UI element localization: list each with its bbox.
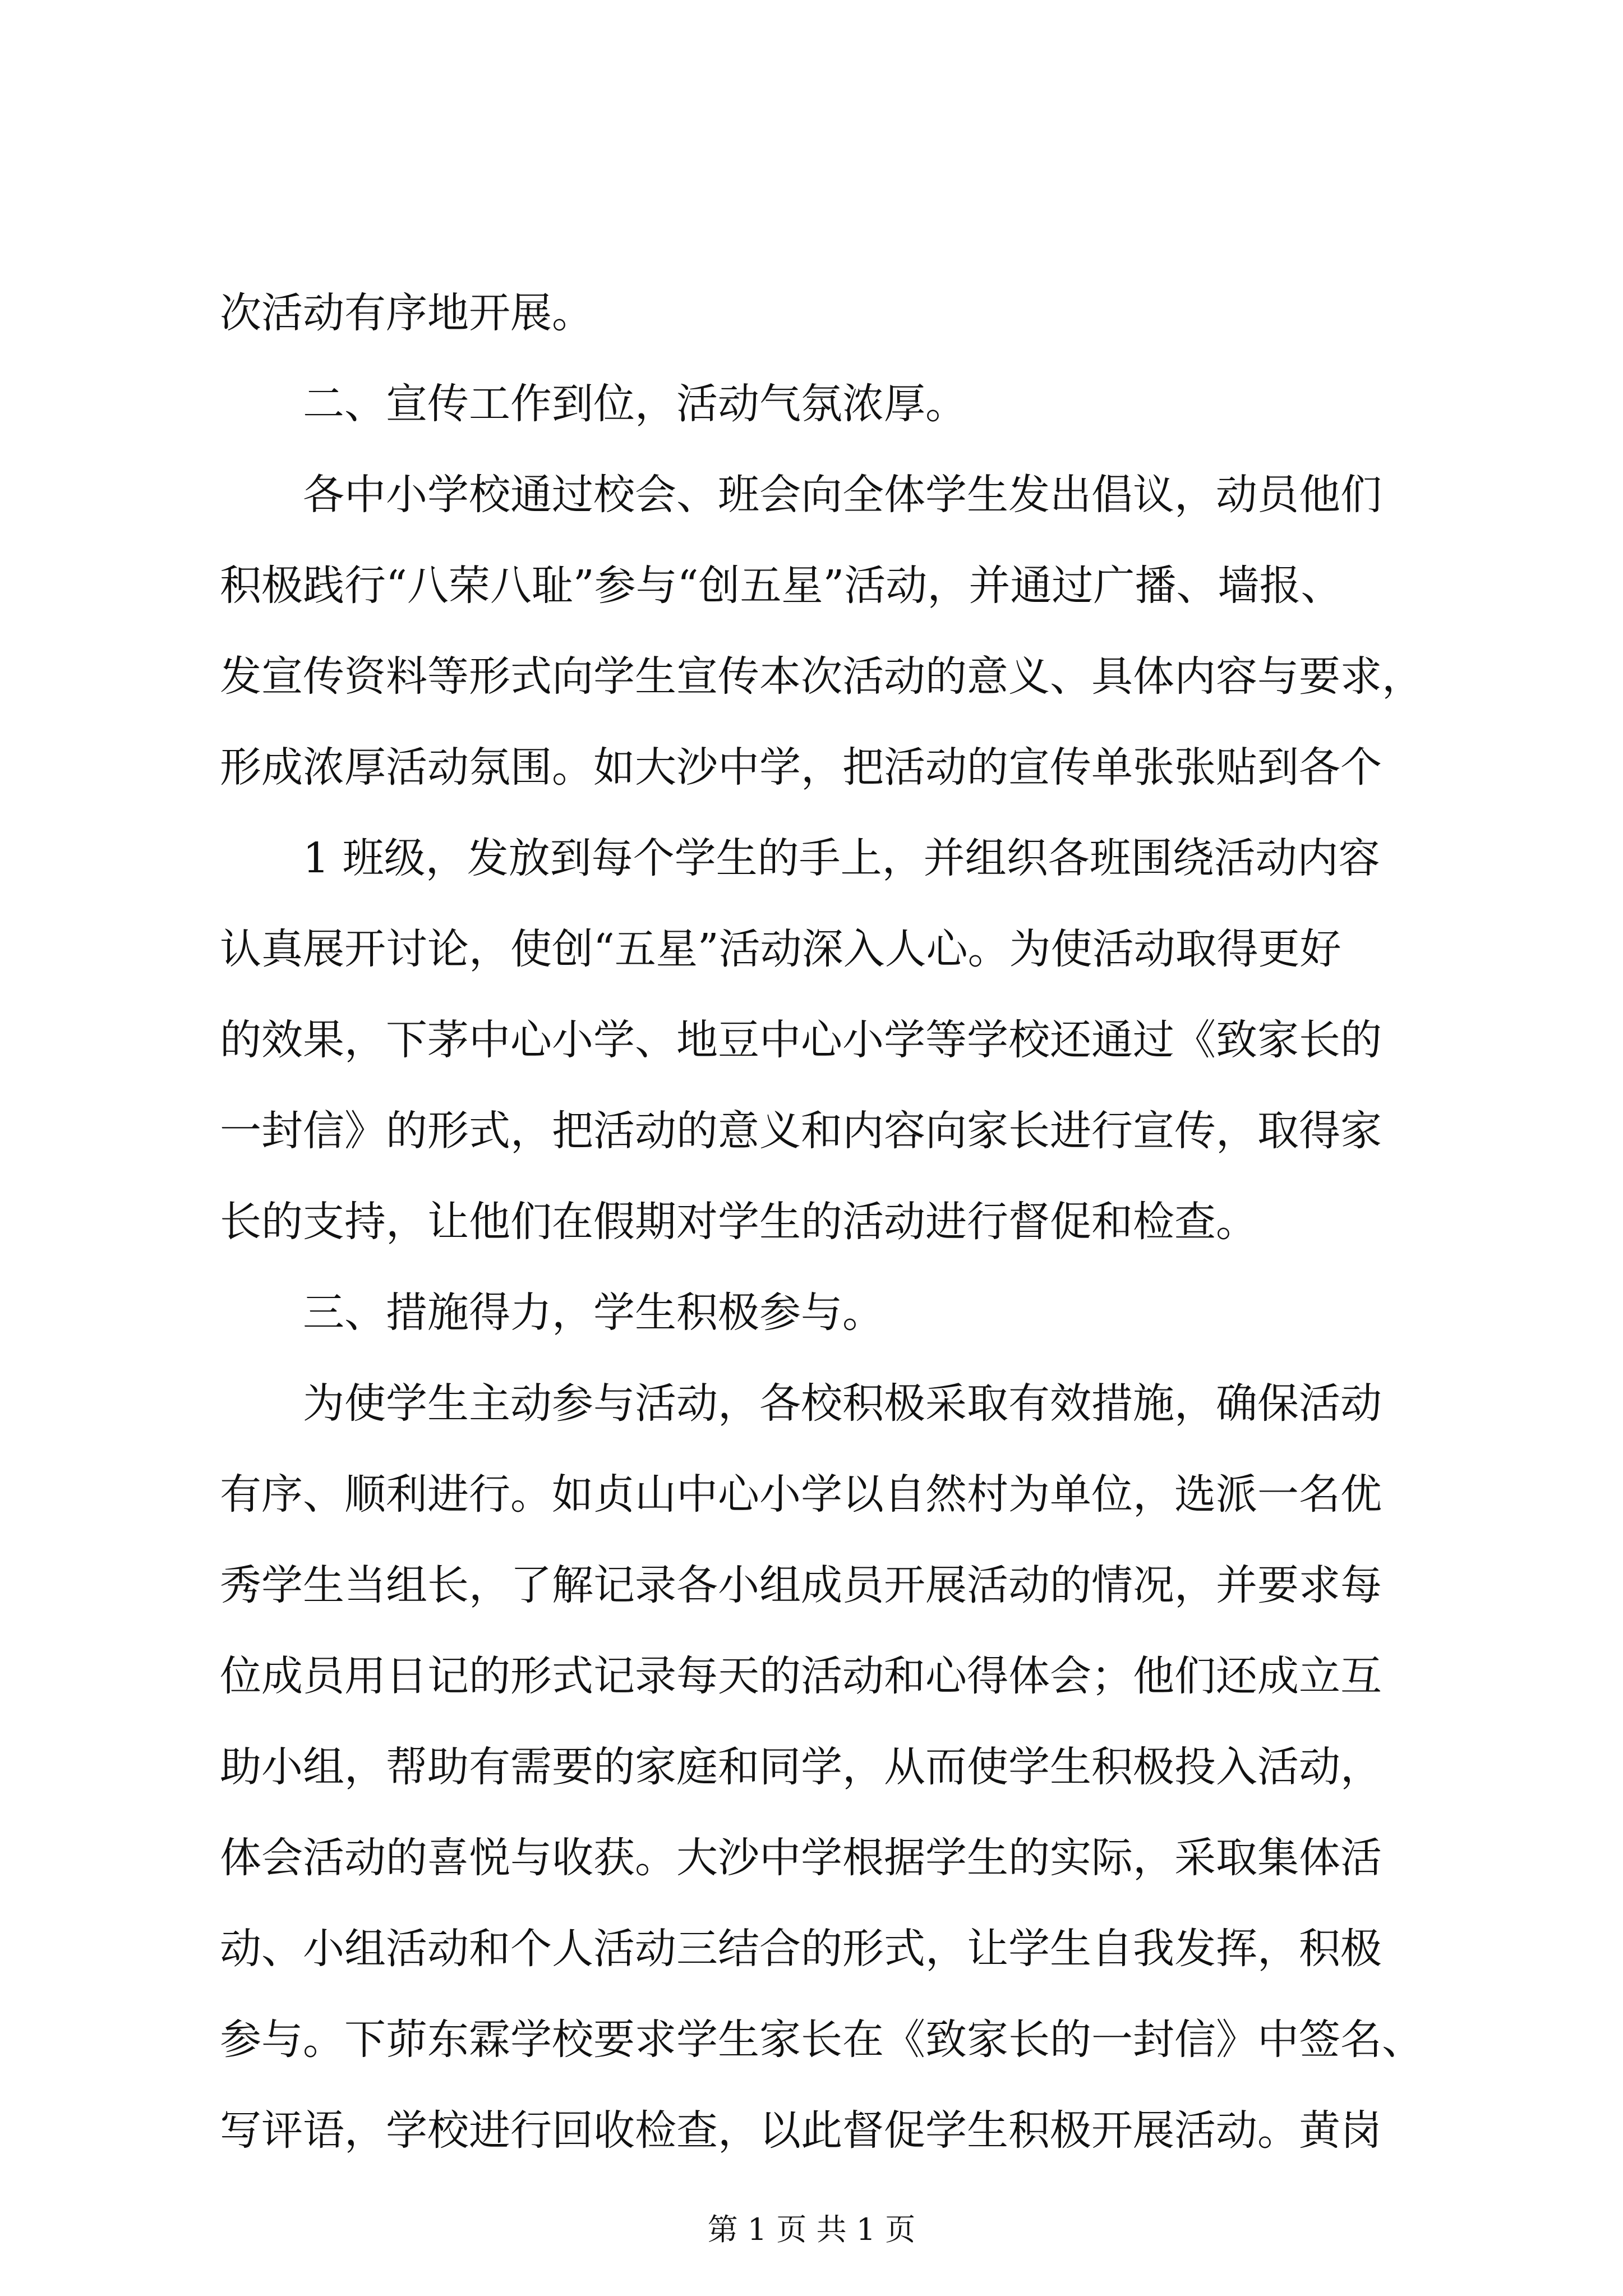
text-line-14: 有序、顺利进行。如贞山中心小学以自然村为单位，选派一名优 [220, 1470, 1382, 1519]
text-line-8: 认真展开讨论，使创“五星”活动深入人心。为使活动取得更好 [220, 925, 1341, 973]
section-heading-2: 二、宣传工作到位，活动气氛浓厚。 [303, 380, 967, 428]
text-line-21: 写评语，学校进行回收检查，以此督促学生积极开展活动。黄岗 [220, 2106, 1382, 2155]
text-line-10: 一封信》的形式，把活动的意义和内容向家长进行宣传，取得家 [220, 1107, 1382, 1155]
text-line-3: 各中小学校通过校会、班会向全体学生发出倡议，动员他们 [303, 471, 1382, 519]
section-heading-3: 三、措施得力，学生积极参与。 [303, 1289, 884, 1337]
text-line-11: 长的支持，让他们在假期对学生的活动进行督促和检查。 [220, 1198, 1257, 1246]
text-line-6: 形成浓厚活动氛围。如大沙中学，把活动的宣传单张张贴到各个 [220, 743, 1382, 792]
text-line-18: 体会活动的喜悦与收获。大沙中学根据学生的实际，采取集体活 [220, 1834, 1382, 1882]
text-line-15: 秀学生当组长，了解记录各小组成员开展活动的情况，并要求每 [220, 1561, 1382, 1609]
text-line-13: 为使学生主动参与活动，各校积极采取有效措施，确保活动 [303, 1379, 1382, 1428]
text-line-4: 积极践行“八荣八耻”参与“创五星”活动，并通过广播、墙报、 [220, 562, 1343, 610]
text-line-7: 1 班级，发放到每个学生的手上，并组织各班围绕活动内容 [303, 834, 1380, 882]
text-line-17: 助小组，帮助有需要的家庭和同学，从而使学生积极投入活动， [220, 1743, 1382, 1791]
text-line-20: 参与。下茆东霖学校要求学生家长在《致家长的一封信》中签名、 [220, 2016, 1423, 2064]
text-line-19: 动、小组活动和个人活动三结合的形式，让学生自我发挥，积极 [220, 1925, 1382, 1973]
page-footer: 第 1 页 共 1 页 [707, 2212, 916, 2247]
text-line-9: 的效果，下茅中心小学、地豆中心小学等学校还通过《致家长的 [220, 1016, 1382, 1064]
text-line-1: 次活动有序地开展。 [220, 289, 593, 337]
text-line-16: 位成员用日记的形式记录每天的活动和心得体会；他们还成立互 [220, 1652, 1382, 1700]
text-line-5: 发宣传资料等形式向学生宣传本次活动的意义、具体内容与要求， [220, 652, 1423, 701]
